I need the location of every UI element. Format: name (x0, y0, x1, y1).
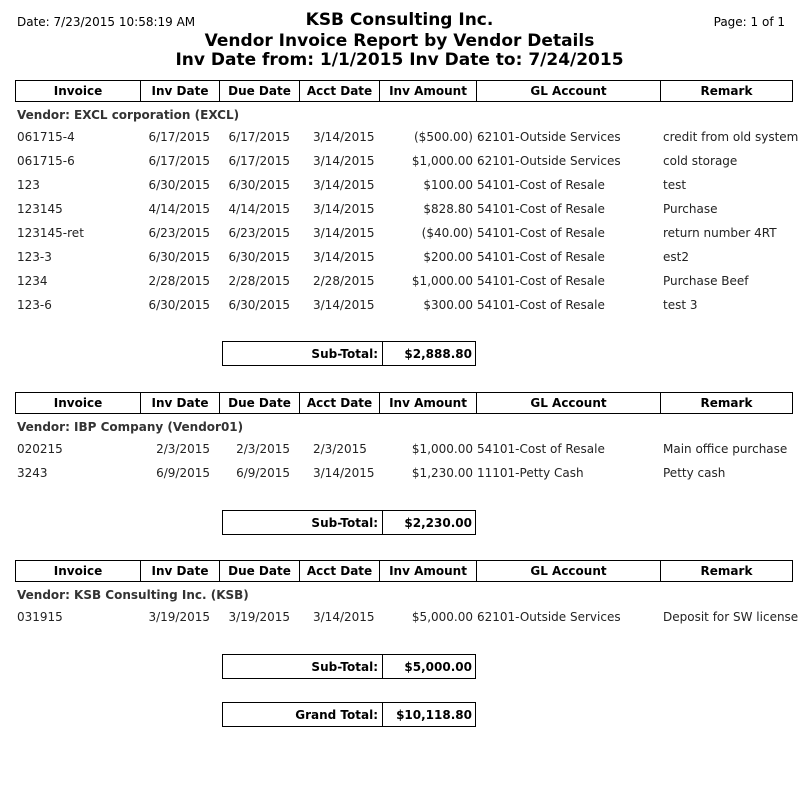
due-date-cell: 2/28/2015 (228, 274, 290, 288)
column-header-remark: Remark (700, 396, 753, 410)
inv-date-cell: 6/30/2015 (148, 250, 210, 264)
acct-date-cell: 3/14/2015 (313, 154, 375, 168)
remark-cell: est2 (663, 250, 689, 264)
acct-date-cell: 3/14/2015 (313, 226, 375, 240)
gl-account-cell: 62101-Outside Services (477, 130, 621, 144)
table-row (15, 298, 793, 316)
inv-date-cell: 2/28/2015 (148, 274, 210, 288)
inv-amount-cell: $300.00 (423, 298, 473, 312)
column-header-invoice: Invoice (16, 561, 141, 581)
due-date-cell: 6/23/2015 (228, 226, 290, 240)
invoice-cell: 123 (17, 178, 40, 192)
acct-date-cell: 3/14/2015 (313, 130, 375, 144)
gl-account-cell: 54101-Cost of Resale (477, 250, 605, 264)
remark-cell: return number 4RT (663, 226, 777, 240)
gl-account-cell: 54101-Cost of Resale (477, 226, 605, 240)
subtotal-box (222, 654, 476, 679)
due-date-cell: 6/30/2015 (228, 178, 290, 192)
subtotal-value: $5,000.00 (404, 659, 472, 674)
inv-date-cell: 6/17/2015 (148, 154, 210, 168)
column-header-due-date: Due Date (220, 393, 300, 413)
subtotal-value: $2,230.00 (404, 515, 472, 530)
inv-date-cell: 6/30/2015 (148, 178, 210, 192)
inv-amount-cell: $1,000.00 (411, 154, 473, 168)
table-row (15, 178, 793, 196)
column-header-remark: Remark (700, 564, 753, 578)
due-date-cell: 6/9/2015 (236, 466, 290, 480)
column-header-invoice: Invoice (16, 81, 141, 101)
vendor-heading: Vendor: EXCL corporation (EXCL) (17, 108, 240, 122)
page-number: Page: 1 of 1 (713, 15, 785, 29)
gl-account-cell: 54101-Cost of Resale (477, 274, 605, 288)
column-header-due-date: Due Date (220, 561, 300, 581)
inv-date-cell: 6/17/2015 (148, 130, 210, 144)
gl-account-cell: 54101-Cost of Resale (477, 298, 605, 312)
remark-cell: cold storage (663, 154, 738, 168)
column-header-acct-date: Acct Date (300, 81, 380, 101)
table-row (15, 226, 793, 244)
column-header-inv-date: Inv Date (141, 81, 220, 101)
table-row (15, 610, 799, 628)
invoice-cell: 031915 (17, 610, 63, 624)
remark-cell: test (663, 178, 687, 192)
acct-date-cell: 3/14/2015 (313, 250, 375, 264)
invoice-cell: 123145 (17, 202, 63, 216)
invoice-cell: 061715-6 (17, 154, 75, 168)
gl-account-cell: 62101-Outside Services (477, 610, 621, 624)
due-date-cell: 6/17/2015 (228, 154, 290, 168)
vendor-heading: Vendor: KSB Consulting Inc. (KSB) (17, 588, 249, 602)
column-header-row (15, 560, 793, 582)
subtotal-label: Sub-Total: (223, 655, 383, 678)
inv-amount-cell: $5,000.00 (411, 610, 473, 624)
acct-date-cell: 3/14/2015 (313, 610, 375, 624)
gl-account-cell: 54101-Cost of Resale (477, 202, 605, 216)
subtotal-box (222, 341, 476, 366)
remark-cell: Purchase (663, 202, 718, 216)
acct-date-cell: 3/14/2015 (313, 178, 375, 192)
column-header-inv-amount: Inv Amount (380, 561, 477, 581)
invoice-cell: 123-6 (17, 298, 52, 312)
gl-account-cell: 54101-Cost of Resale (477, 178, 605, 192)
column-header-inv-date: Inv Date (141, 561, 220, 581)
invoice-cell: 020215 (17, 442, 63, 456)
subtotal-box (222, 510, 476, 535)
company-name: KSB Consulting Inc. (305, 10, 494, 30)
column-header-gl-account: GL Account (477, 393, 661, 413)
column-header-row (15, 392, 793, 414)
gl-account-cell: 62101-Outside Services (477, 154, 621, 168)
acct-date-cell: 3/14/2015 (313, 298, 375, 312)
subtotal-label: Sub-Total: (223, 342, 383, 365)
subtotal-label: Sub-Total: (223, 511, 383, 534)
column-header-acct-date: Acct Date (300, 561, 380, 581)
date-range: Inv Date from: 1/1/2015 Inv Date to: 7/24/2015 (175, 50, 624, 70)
inv-date-cell: 6/30/2015 (148, 298, 210, 312)
remark-cell: Deposit for SW license (663, 610, 799, 624)
table-row (15, 154, 793, 172)
table-row (15, 466, 793, 484)
grand-total-label: Grand Total: (223, 703, 383, 726)
inv-amount-cell: $1,000.00 (411, 274, 473, 288)
acct-date-cell: 3/14/2015 (313, 202, 375, 216)
remark-cell: Main office purchase (663, 442, 788, 456)
due-date-cell: 6/17/2015 (228, 130, 290, 144)
table-row (15, 250, 793, 268)
acct-date-cell: 2/3/2015 (313, 442, 367, 456)
inv-amount-cell: $828.80 (423, 202, 473, 216)
acct-date-cell: 3/14/2015 (313, 466, 375, 480)
column-header-inv-amount: Inv Amount (380, 81, 477, 101)
acct-date-cell: 2/28/2015 (313, 274, 375, 288)
remark-cell: Petty cash (663, 466, 726, 480)
inv-amount-cell: ($40.00) (421, 226, 473, 240)
column-header-inv-amount: Inv Amount (380, 393, 477, 413)
inv-amount-cell: $100.00 (423, 178, 473, 192)
invoice-cell: 061715-4 (17, 130, 75, 144)
invoice-cell: 3243 (17, 466, 48, 480)
due-date-cell: 4/14/2015 (228, 202, 290, 216)
column-header-inv-date: Inv Date (141, 393, 220, 413)
column-header-remark: Remark (700, 84, 753, 98)
inv-amount-cell: $1,000.00 (411, 442, 473, 456)
inv-date-cell: 6/23/2015 (148, 226, 210, 240)
inv-date-cell: 6/9/2015 (156, 466, 210, 480)
due-date-cell: 6/30/2015 (228, 298, 290, 312)
invoice-cell: 123-3 (17, 250, 52, 264)
report-date: Date: 7/23/2015 10:58:19 AM (17, 15, 196, 29)
grand-total-value: $10,118.80 (396, 707, 472, 722)
column-header-due-date: Due Date (220, 81, 300, 101)
invoice-cell: 1234 (17, 274, 48, 288)
due-date-cell: 3/19/2015 (228, 610, 290, 624)
remark-cell: Purchase Beef (663, 274, 749, 288)
due-date-cell: 2/3/2015 (236, 442, 290, 456)
column-header-row (15, 80, 793, 102)
subtotal-value: $2,888.80 (404, 346, 472, 361)
inv-date-cell: 4/14/2015 (148, 202, 210, 216)
inv-date-cell: 3/19/2015 (148, 610, 210, 624)
column-header-invoice: Invoice (16, 393, 141, 413)
vendor-heading: Vendor: IBP Company (Vendor01) (17, 420, 244, 434)
grand-total-box (222, 702, 476, 727)
invoice-cell: 123145-ret (17, 226, 84, 240)
remark-cell: credit from old system (663, 130, 799, 144)
table-row (15, 130, 799, 148)
remark-cell: test 3 (663, 298, 698, 312)
inv-date-cell: 2/3/2015 (156, 442, 210, 456)
gl-account-cell: 54101-Cost of Resale (477, 442, 605, 456)
table-row (15, 202, 793, 220)
inv-amount-cell: ($500.00) (414, 130, 473, 144)
column-header-gl-account: GL Account (477, 561, 661, 581)
inv-amount-cell: $1,230.00 (411, 466, 473, 480)
due-date-cell: 6/30/2015 (228, 250, 290, 264)
report-title: Vendor Invoice Report by Vendor Details (204, 31, 595, 51)
column-header-acct-date: Acct Date (300, 393, 380, 413)
inv-amount-cell: $200.00 (423, 250, 473, 264)
column-header-gl-account: GL Account (477, 81, 661, 101)
table-row (15, 442, 793, 460)
table-row (15, 274, 793, 292)
gl-account-cell: 11101-Petty Cash (477, 466, 584, 480)
